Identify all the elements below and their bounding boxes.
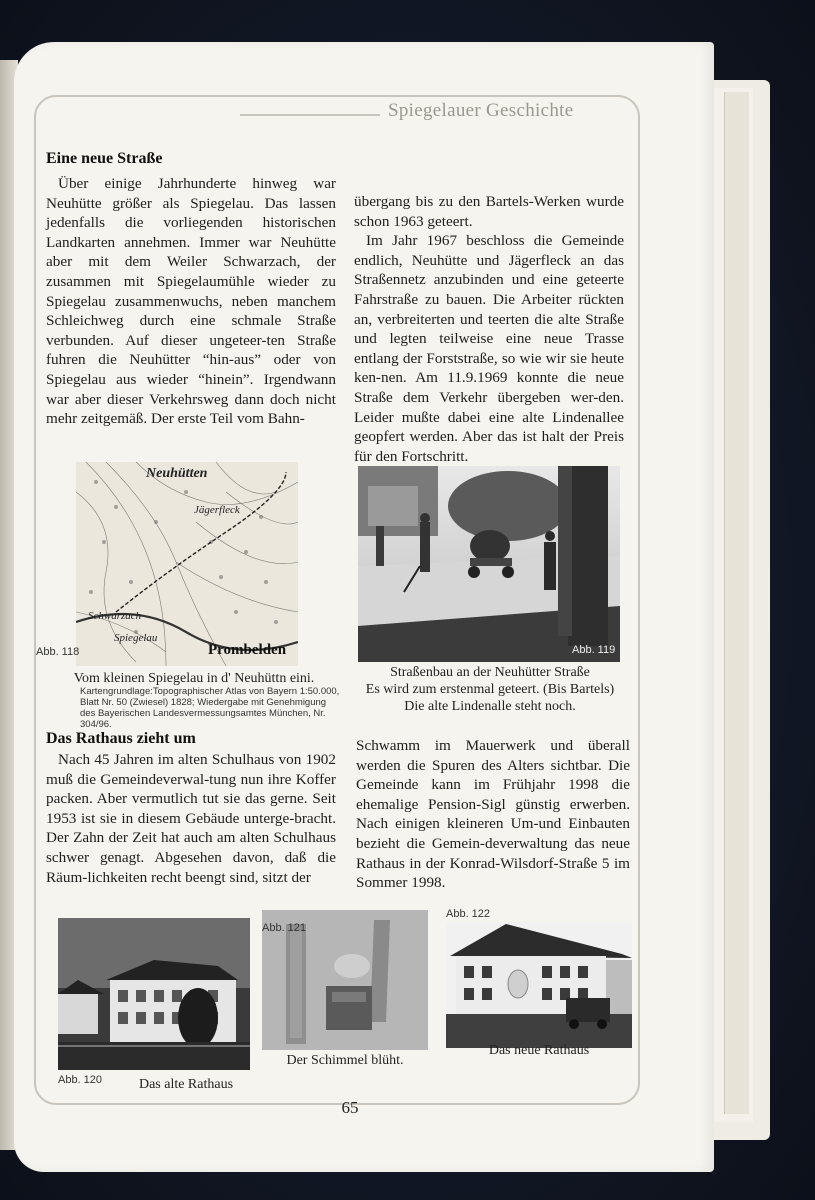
- figure-caption-abb119-line2: Es wird zum erstenmal geteert. (Bis Bartels): [365, 682, 615, 697]
- new-town-hall-photo: [446, 922, 632, 1048]
- figure-label-abb119: Abb. 119: [572, 644, 616, 656]
- map-label: Spiegelau: [114, 632, 158, 644]
- map-label: Schwarzach: [88, 610, 142, 622]
- section-heading-new-road: Eine neue Straße: [46, 150, 163, 167]
- old-town-hall-photo: [58, 918, 250, 1070]
- road-construction-drawing: [358, 466, 620, 662]
- running-header: Spiegelauer Geschichte: [384, 100, 577, 122]
- paragraph: Über einige Jahrhunderte hinweg war Neuhütte größer als Spiegelau. Das lassen jedenfalls die vorliegenden historischen Landkarten annehmen. Immer war Neuhütte aber mit dem Weiler Schwarzach, der zusammen mit Spiegelaumühle wieder zu Spiegelau zusammenwuchs, neben manchem Schleichweg durch eine schmale Straße verbunden. Auf dieser ungeteer-ten Straße fuhren die Neuhütter “hin-aus” oder von Spiegelau aus wieder “hinein”. Irgendwann war aber dieser Verkehrsweg dann doch nicht mehr zeitgemäß. Der erste Teil vom Bahn-: [46, 175, 336, 428]
- old-town-hall-drawing: [58, 918, 250, 1070]
- page-stack: [724, 92, 749, 1114]
- section2-left-column: [46, 750, 336, 887]
- figure-label-abb122: Abb. 122: [446, 908, 491, 920]
- paragraph: Nach 45 Jahren im alten Schulhaus von 1902 muß die Gemeindeverwal-tung nun ihre Koffer packen. Aber vermutlich tut sie das gerne. Seit 1953 ist sie in diesem Gebäude unterge-bracht. Der Zahn der Zeit hat auch am alten Schulhaus schwer genagt. Abgesehen davon, daß die Räum-lichkeiten recht beengt sind, sitzt der: [46, 751, 336, 886]
- paragraph: Im Jahr 1967 beschloss die Gemeinde endlich, Neuhütte und Jägerfleck an das Straßennetz anzubinden und eine geteerte Fahrstraße zu bauen. Die Arbeiter rückten an, verbreiterten und teerten die alte Straße und legten teilweise eine neue Trasse entlang der Forststraße, so wie wir sie heute ken-nen. Am 11.9.1969 konnte die neue Straße dem Verkehr übergeben wer-den. Leider mußte dabei eine alte Lindenallee geopfert werden. Aber das ist halt der Preis für den Fortschritt.: [354, 232, 624, 465]
- figure-caption-abb121: Der Schimmel blüht.: [286, 1053, 404, 1068]
- section1-right-column: [354, 192, 624, 466]
- section2-right-column: [356, 736, 630, 893]
- figure-label-abb120: Abb. 120: [58, 1074, 103, 1086]
- historic-map-image: [76, 462, 298, 666]
- map-credit: Kartengrundlage:Topographischer Atlas von Bayern 1:50.000, Blatt Nr. 50 (Zwiesel) 1828; Wiedergabe mit Genehmigung des Bayerischen Landesvermessungsamtes München, Nr. 304/96.: [80, 686, 340, 730]
- figure-caption-abb118: Vom kleinen Spiegelau in d' Neuhüttn eini.: [73, 671, 315, 686]
- figure-caption-abb119-line1: Straßenbau an der Neuhütter Straße: [390, 665, 590, 680]
- map-label: Jägerfleck: [194, 504, 240, 516]
- section1-left-column: [46, 174, 336, 429]
- page-number: 65: [341, 1098, 359, 1117]
- paragraph: Schwamm im Mauerwerk und überall werden die Spuren des Alters sichtbar. Die Gemeinde kann im Frühjahr 1998 die ehemalige Pension-Sigl günstig erwerben. Nach einigen kleineren Um-und Einbauten bezieht die Gemein-deverwaltung das neue Rathaus in der Konrad-Wilsdorf-Straße 5 im Sommer 1998.: [356, 737, 630, 892]
- figure-label-abb121: Abb. 121: [262, 922, 307, 934]
- header-rule: [240, 114, 380, 116]
- map-drawing: [76, 462, 298, 666]
- map-label: Prombelden: [208, 642, 287, 658]
- paragraph: übergang bis zu den Bartels-Werken wurde schon 1963 geteert.: [354, 193, 624, 230]
- figure-caption-abb122: Das neue Rathaus: [488, 1043, 590, 1058]
- section-heading-town-hall: Das Rathaus zieht um: [46, 730, 196, 747]
- figure-label-abb118: Abb. 118: [36, 646, 80, 658]
- road-construction-photo: [358, 466, 620, 662]
- figure-caption-abb119-line3: Die alte Lindenalle steht noch.: [404, 699, 576, 714]
- map-label: Neuhütten: [146, 466, 208, 481]
- new-town-hall-drawing: [446, 922, 632, 1048]
- figure-caption-abb120: Das alte Rathaus: [138, 1077, 234, 1092]
